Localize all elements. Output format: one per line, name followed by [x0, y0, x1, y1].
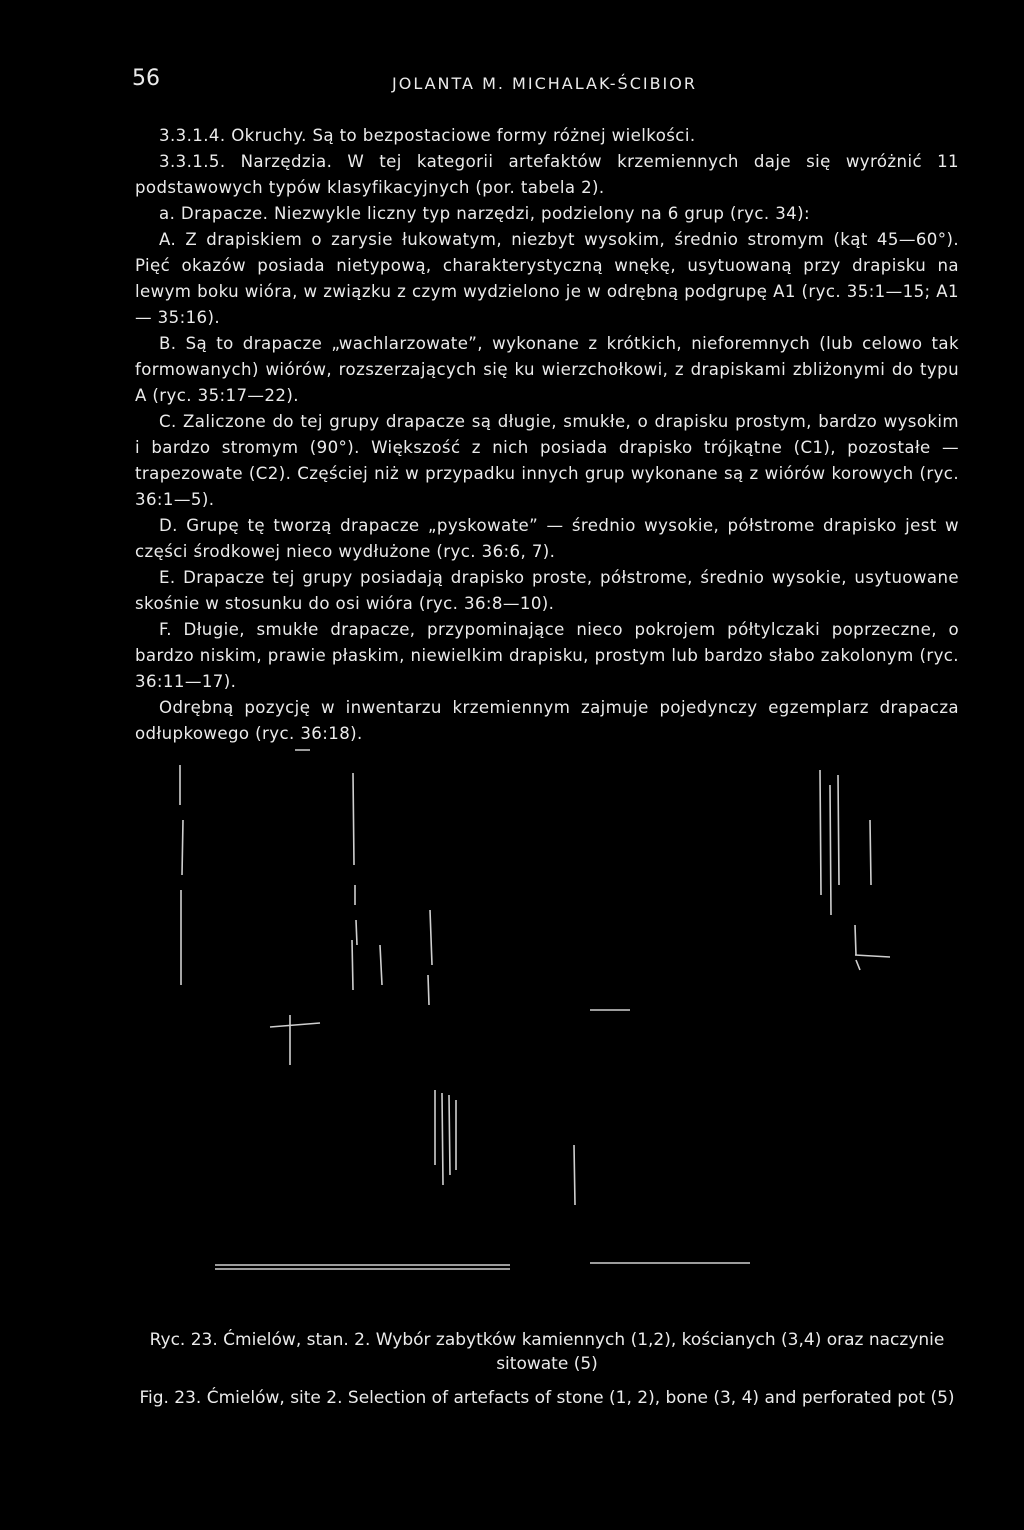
paragraph: C. Zaliczone do tej grupy drapacze są długie, smukłe, o drapisku prostym, bardzo wysokim i bardzo stromym (90°). Większość z nich posiada drapisko trójkątne (C1), pozostałe — trapezowate (C2). Częściej niż w przypadku innych grup wykonane są z wiórów korowych (ryc. 36:1—5). [135, 412, 959, 509]
paragraph: Odrębną pozycję w inwentarzu krzemiennym zajmuje pojedynczy egzemplarz drapacza odłupkowego (ryc. 36:18). [135, 698, 959, 743]
artefact-3-detail [855, 955, 890, 970]
page-header [132, 66, 962, 106]
artefact-2-detail [295, 750, 382, 985]
paragraph: 3.3.1.4. Okruchy. Są to bezpostaciowe formy różnej wielkości. [159, 126, 696, 145]
paragraph: a. Drapacze. Niezwykle liczny typ narzędzi, podzielony na 6 grup (ryc. 34): [159, 204, 811, 223]
artefact-2-outline [352, 773, 432, 1005]
paragraph: B. Są to drapacze „wachlarzowate”, wykonane z krótkich, nieforemnych (lub celowo tak formowanych) wiórów, rozszerzających się ku wierzchołkowi, z drapiskami zbliżonymi do typu A (ryc. 35:17—22). [135, 334, 959, 405]
caption-polish: Ryc. 23. Ćmielów, stan. 2. Wybór zabytków kamiennych (1,2), kościanych (3,4) oraz naczynie sitowate (5) [149, 1330, 945, 1374]
artefact-1-outline [180, 765, 183, 985]
paragraph: E. Drapacze tej grupy posiadają drapisko proste, półstrome, średnio wysokie, usytuowane skośnie w stosunku do osi wióra (ryc. 36:8—10). [135, 568, 959, 613]
artefact-4-outline [270, 1010, 630, 1065]
artefact-3-outline [820, 770, 871, 955]
figure-caption [135, 1328, 959, 1410]
paragraph: 3.3.1.5. Narzędzia. W tej kategorii artefaktów krzemiennych daje się wyróżnić 11 podstawowych typów klasyfikacyjnych (por. tabela 2). [135, 152, 959, 197]
figure-artefacts-drawing [170, 745, 930, 1315]
paragraph: A. Z drapiskiem o zarysie łukowatym, niezbyt wysokim, średnio stromym (kąt 45—60°). Pięć okazów posiada nietypową, charakterystyczną wnękę, usytuowaną przy drapisku na lewym boku wióra, w związku z czym wydzielono je w odrębną podgrupę A1 (ryc. 35:1—15; A1 — 35:16). [135, 230, 959, 327]
page-number: 56 [132, 66, 160, 91]
paragraph: D. Grupę tę tworzą drapacze „pyskowate” — średnio wysokie, półstrome drapisko jest w części środkowej nieco wydłużone (ryc. 36:6, 7). [135, 516, 959, 561]
running-head: JOLANTA M. MICHALAK-ŚCIBIOR [392, 74, 697, 93]
artefact-5-outline [435, 1090, 456, 1185]
figure-23 [170, 745, 930, 1315]
body-text [135, 123, 959, 747]
paragraph: F. Długie, smukłe drapacze, przypominające nieco pokrojem półtylczaki poprzeczne, o bardzo niskim, prawie płaskim, niewielkim drapisku, prostym lub bardzo słabo zakolonym (ryc. 36:11—17). [135, 620, 959, 691]
caption-english: Fig. 23. Ćmielów, site 2. Selection of artefacts of stone (1, 2), bone (3, 4) and perforated pot (5) [139, 1388, 955, 1408]
artefact-5-detail [215, 1145, 750, 1269]
